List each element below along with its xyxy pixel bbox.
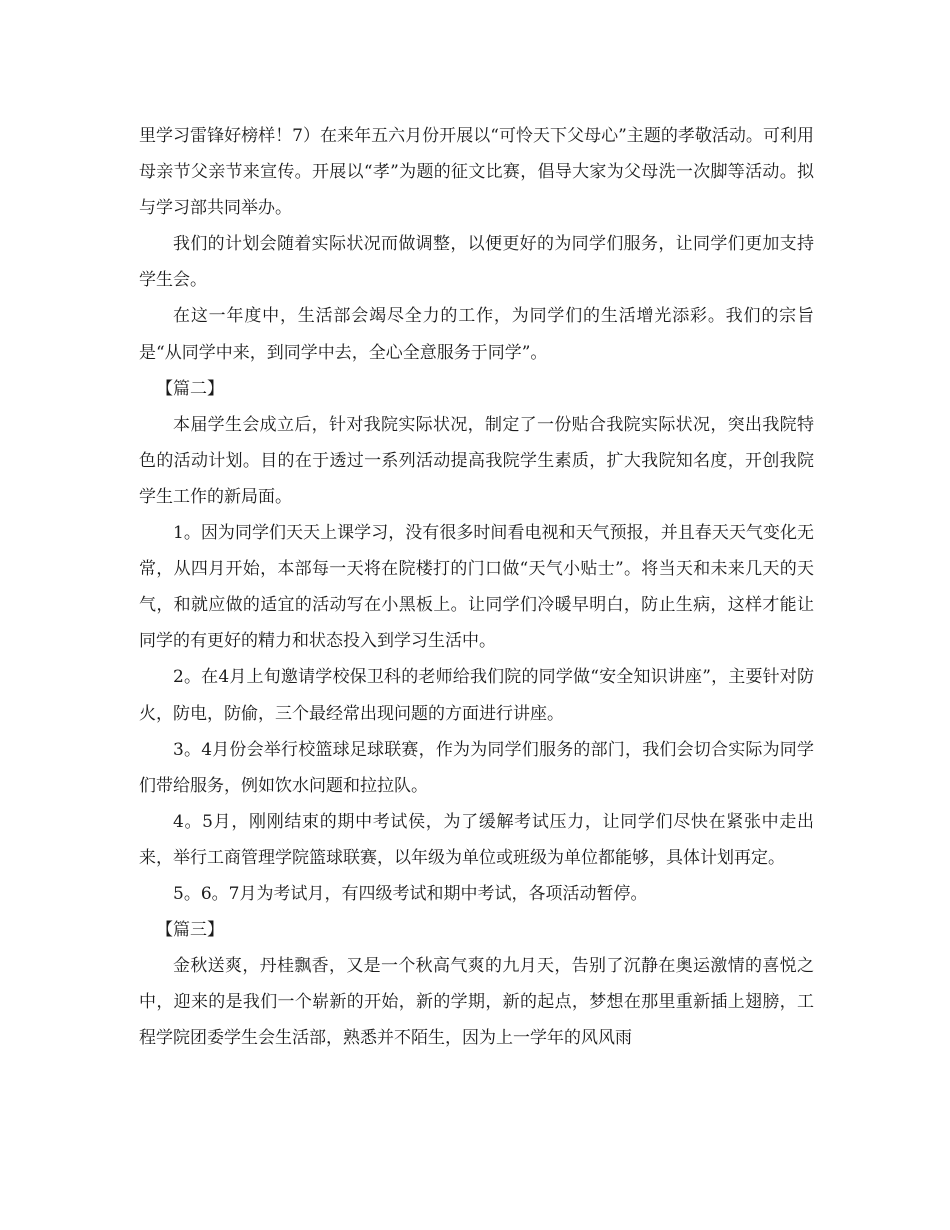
list-item-1: 1。因为同学们天天上课学习，没有很多时间看电视和天气预报，并且春天天气变化无常，从四月开始，本部每一天将在院楼打的门口做“天气小贴士”。将当天和未来几天的天气，和就应做的适宜的活动写在小黑板上。让同学们冷暖早明白，防止生病，这样才能让同学的有更好的精力和状态投入到学习生活中。 (139, 523, 814, 652)
section-heading-part-three: 【篇三】 (156, 920, 224, 941)
document-body (139, 118, 814, 1056)
section-heading-part-two: 【篇二】 (156, 378, 224, 399)
paragraph-annual-purpose: 在这一年度中，生活部会竭尽全力的工作，为同学们的生活增光添彩。我们的宗旨是“从同学中来，到同学中去，全心全意服务于同学”。 (139, 306, 814, 363)
paragraph-plan-adjustment: 我们的计划会随着实际状况而做调整，以便更好的为同学们服务，让同学们更加支持学生会。 (139, 234, 814, 291)
list-item-5: 5。6。7月为考试月，有四级考试和期中考试，各项活动暂停。 (173, 883, 648, 904)
paragraph-part-two-intro: 本届学生会成立后，针对我院实际状况，制定了一份贴合我院实际状况，突出我院特色的活动计划。目的在于透过一系列活动提高我院学生素质，扩大我院知名度，开创我院学生工作的新局面。 (139, 414, 814, 507)
list-item-3: 3。4月份会举行校篮球足球联赛，作为为同学们服务的部门，我们会切合实际为同学们带给服务，例如饮水问题和拉拉队。 (139, 739, 814, 796)
list-item-4: 4。5月，刚刚结束的期中考试侯，为了缓解考试压力，让同学们尽快在紧张中走出来，举行工商管理学院篮球联赛，以年级为单位或班级为单位都能够，具体计划再定。 (139, 811, 814, 868)
paragraph-continuation: 里学习雷锋好榜样！7）在来年五六月份开展以“可怜天下父母心”主题的孝敬活动。可利用母亲节父亲节来宣传。开展以“孝”为题的征文比赛，倡导大家为父母洗一次脚等活动。拟与学习部共同举办。 (139, 126, 814, 219)
list-item-2: 2。在4月上旬邀请学校保卫科的老师给我们院的同学做“安全知识讲座”，主要针对防火，防电，防偷，三个最经常出现问题的方面进行讲座。 (139, 667, 814, 724)
paragraph-part-three-intro: 金秋送爽，丹桂飘香，又是一个秋高气爽的九月天，告别了沉静在奥运激情的喜悦之中，迎来的是我们一个崭新的开始，新的学期，新的起点，梦想在那里重新插上翅膀，工程学院团委学生会生活部，熟悉并不陌生，因为上一学年的风风雨 (139, 956, 814, 1049)
